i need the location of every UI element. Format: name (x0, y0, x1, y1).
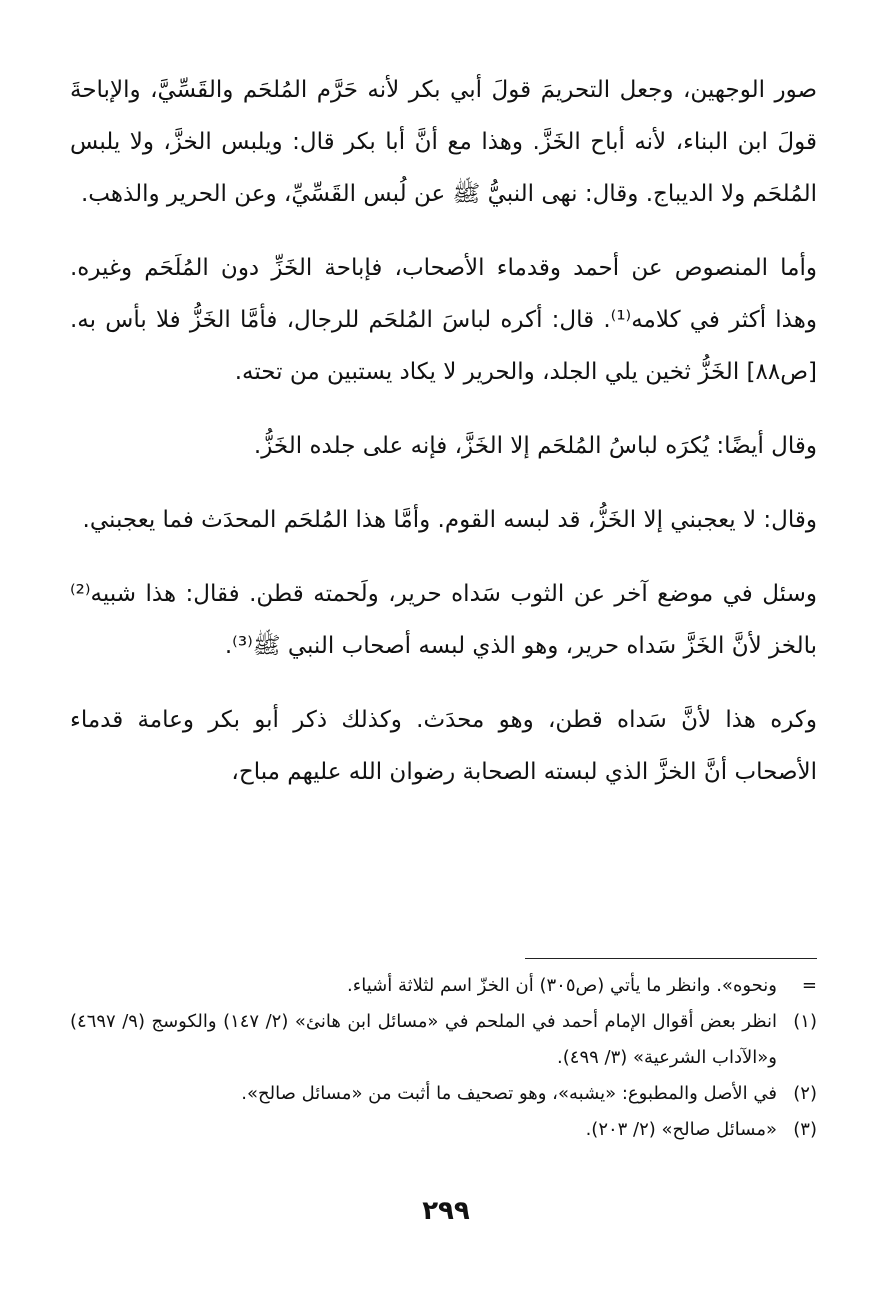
paragraph-6: وكره هذا لأنَّ سَداه قطن، وهو محدَث. وكذلك ذكر أبو بكر وعامة قدماء الأصحاب أنَّ الخزَّ الذي لبسته الصحابة رضوان الله عليهم مباح، (70, 707, 817, 785)
footnote-1 (70, 1004, 817, 1076)
footnote-marker: (٢) (793, 1083, 817, 1104)
footnote-marker: (١) (793, 1011, 817, 1032)
footnote-text: ونحوه». وانظر ما يأتي (ص٣٠٥) أن الخزّ اسم لثلاثة أشياء. (347, 975, 777, 996)
main-text (70, 64, 817, 820)
footnote-text: انظر بعض أقوال الإمام أحمد في الملحم في «مسائل ابن هانئ» (٢/ ١٤٧) والكوسج (٩/ ٤٦٩٧) و«الآداب الشرعية» (٣/ ٤٩٩). (70, 1011, 777, 1068)
paragraph-1: صور الوجهين، وجعل التحريمَ قولَ أبي بكر لأنه حَرَّم المُلحَم والقَسِّيَّ، والإباحةَ قولَ ابن البناء، لأنه أباح الخَزَّ. وهذا مع أنَّ أبا بكر قال: ويلبس الخزَّ، ولا يلبس المُلحَم ولا الديباج. وقال: نهى النبيُّ ﷺ عن لُبس القَسِّيِّ، وعن الحرير والذهب. (70, 77, 817, 207)
footnote-marker: = (801, 975, 817, 996)
paragraph-2: وأما المنصوص عن أحمد وقدماء الأصحاب، فإباحة الخَزِّ دون المُلَحَم وغيره. وهذا أكثر في كلامه⁽¹⁾. قال: أكره لباسَ المُلحَم للرجال، فأمَّا الخَزُّ فلا بأس به. [ص٨٨] الخَزُّ ثخين يلي الجلد، والحرير لا يكاد يستبين من تحته. (70, 255, 817, 385)
paragraph-5: وسئل في موضع آخر عن الثوب سَداه حرير، ولَحمته قطن. فقال: هذا شبيه⁽²⁾ بالخز لأنَّ الخَزَّ سَداه حرير، وهو الذي لبسه أصحاب النبي ﷺ⁽³⁾. (70, 581, 817, 659)
footnote-marker: (٣) (793, 1119, 817, 1140)
footnote-2 (70, 1076, 817, 1112)
footnote-text: «مسائل صالح» (٢/ ٢٠٣). (585, 1119, 777, 1140)
page-number: ٢٩٩ (422, 1196, 470, 1226)
paragraph-3: وقال أيضًا: يُكرَه لباسُ المُلحَم إلا الخَزَّ، فإنه على جلده الخَزُّ. (253, 433, 817, 459)
footnote-text: في الأصل والمطبوع: «يشبه»، وهو تصحيف ما أثبت من «مسائل صالح». (241, 1083, 777, 1104)
footnote-continuation (70, 968, 817, 1004)
footnote-separator (525, 958, 817, 959)
footnotes (70, 968, 817, 1148)
footnote-3 (70, 1112, 817, 1148)
paragraph-4: وقال: لا يعجبني إلا الخَزُّ، قد لبسه القوم. وأمَّا هذا المُلحَم المحدَث فما يعجبني. (82, 507, 817, 533)
